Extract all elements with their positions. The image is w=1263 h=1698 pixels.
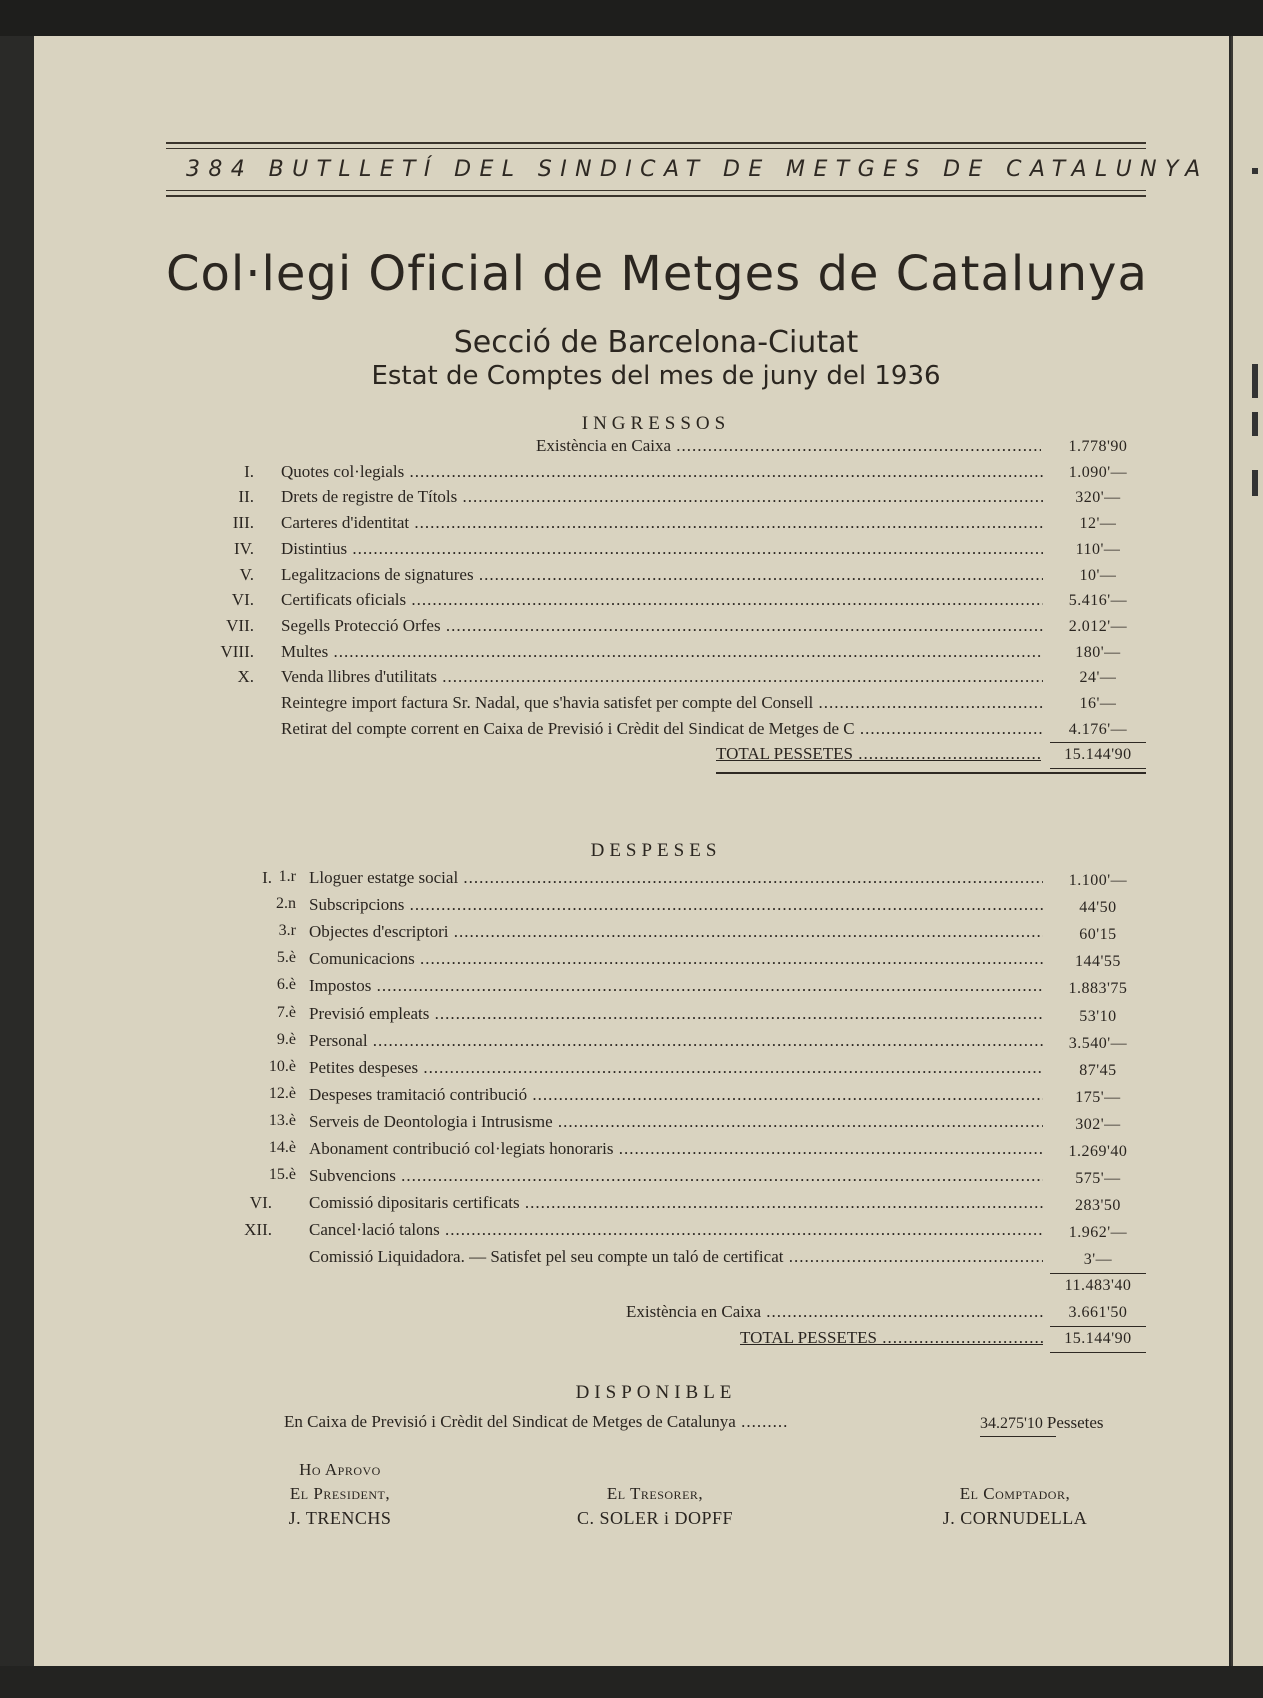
disponible-amount-block — [980, 1413, 1146, 1433]
despeses-item-number: 2.n — [276, 895, 296, 912]
despeses-group-number: XII. — [244, 1220, 272, 1239]
ingressos-item-amount: 2.012'— — [1068, 618, 1128, 635]
despeses-item-number: 10.è — [268, 1058, 296, 1075]
despeses-closing-rule — [1050, 1326, 1146, 1327]
despeses-item-label: Subscripcions ..... — [309, 895, 1043, 915]
despeses-item-number: 1.r — [278, 868, 296, 885]
despeses-item-number: 6.è — [276, 976, 296, 993]
despeses-item-amount: 44'50 — [1079, 899, 1117, 916]
ingressos-item-number: X. — [237, 667, 254, 686]
despeses-sum-rule — [1050, 1273, 1146, 1274]
despeses-item-number: 7.è — [276, 1004, 296, 1021]
despeses-item-label: Impostos ..... — [309, 976, 1043, 996]
ingressos-item-label: Legalitzacions de signatures ..... — [281, 565, 1043, 585]
president-name: J. TRENCHS — [288, 1508, 392, 1528]
despeses-item-label: Cancel·lació talons ..... — [309, 1220, 1043, 1240]
despeses-item-label: Despeses tramitació contribució ..... — [309, 1085, 1043, 1105]
ingressos-total-label: TOTAL PESSETES ..... — [716, 744, 1041, 764]
ingressos-item-amount: 12'— — [1079, 515, 1117, 532]
despeses-item-number: 3.r — [278, 922, 296, 939]
signature-president — [250, 1458, 430, 1530]
ingressos-total-amount: 15.144'90 — [1064, 746, 1132, 763]
despeses-group-number: VI. — [249, 1193, 272, 1212]
disponible-label-text: En Caixa de Previsió i Crèdit del Sindicat de Metges de Catalunya — [284, 1412, 736, 1431]
ingressos-item-label: Distintius ..... — [281, 539, 1043, 559]
despeses-total-rule — [1050, 1352, 1146, 1353]
despeses-item-amount: 175'— — [1075, 1089, 1121, 1106]
page-subtitle-period: Estat de Comptes del mes de juny del 1936 — [371, 361, 941, 391]
despeses-item-label: Previsió empleats ..... — [309, 1004, 1043, 1024]
running-head: 384 BUTLLETÍ DEL SINDICAT DE METGES DE CATALUNYA — [186, 157, 1209, 182]
ingressos-total-rule — [1050, 768, 1146, 769]
despeses-item-amount: 3'— — [1083, 1251, 1113, 1268]
ingressos-item-number: IV. — [234, 539, 254, 558]
page-subtitle: Secció de Barcelona-Ciutat — [453, 325, 859, 360]
page-title: Col·legi Oficial de Metges de Catalunya — [166, 246, 1148, 302]
despeses-item-label: Petites despeses ..... — [309, 1058, 1043, 1078]
despeses-total-label: TOTAL PESSETES ..... — [740, 1328, 1043, 1348]
ingressos-item-amount: 110'— — [1075, 541, 1121, 558]
ingressos-opening-label: Existència en Caixa ..... — [536, 436, 1041, 456]
despeses-item-label: Objectes d'escriptori ..... — [309, 922, 1043, 942]
despeses-item-number: 13.è — [268, 1112, 296, 1129]
section-heading-despeses: DESPESES — [590, 840, 722, 861]
treasurer-name: C. SOLER i DOPFF — [576, 1508, 734, 1528]
ingressos-item-label: Carteres d'identitat ..... — [281, 513, 1043, 533]
despeses-item-number: 15.è — [268, 1166, 296, 1183]
despeses-item-amount: 575'— — [1075, 1170, 1121, 1187]
despeses-item-number: 14.è — [268, 1139, 296, 1156]
disponible-underline — [980, 1436, 1056, 1437]
disponible-label: En Caixa de Previsió i Crèdit del Sindicat de Metges de Catalunya ......... — [284, 1412, 789, 1431]
ingressos-item-label: Quotes col·legials ..... — [281, 462, 1043, 482]
despeses-item-label: Personal ..... — [309, 1031, 1043, 1051]
ingressos-item-amount: 24'— — [1079, 669, 1117, 686]
despeses-item-label: Serveis de Deontologia i Intrusisme ..... — [309, 1112, 1043, 1132]
ingressos-item-amount: 180'— — [1075, 644, 1121, 661]
ingressos-item-label: Certificats oficials ..... — [281, 590, 1043, 610]
ingressos-total-double-rule — [716, 772, 1146, 774]
ingressos-item-label: Venda llibres d'utilitats ..... — [281, 667, 1043, 687]
approve-label: Ho Aprovo — [299, 1460, 381, 1479]
despeses-item-amount: 1.269'40 — [1068, 1143, 1128, 1160]
despeses-closing-label: Existència en Caixa ..... — [626, 1302, 1043, 1322]
despeses-item-label: Abonament contribució col·legiats honoraris ..... — [309, 1139, 1043, 1159]
ingressos-item-number: VII. — [226, 616, 254, 635]
despeses-item-amount: 1.883'75 — [1068, 980, 1128, 997]
despeses-item-amount: 1.962'— — [1068, 1224, 1128, 1241]
despeses-item-label: Comissió dipositaris certificats ..... — [309, 1193, 1043, 1213]
signature-treasurer — [550, 1482, 760, 1530]
ingressos-item-number: V. — [239, 565, 254, 584]
disponible-amount: 34.275'10 — [980, 1415, 1043, 1432]
ingressos-item-number: VI. — [231, 590, 254, 609]
despeses-item-label: Comunicacions ..... — [309, 949, 1043, 969]
ingressos-item-label: Multes ..... — [281, 642, 1043, 662]
despeses-item-amount: 87'45 — [1079, 1062, 1117, 1079]
president-title: El President, — [289, 1484, 391, 1503]
despeses-total-amount: 15.144'90 — [1064, 1330, 1132, 1347]
ingressos-opening-amount: 1.778'90 — [1068, 438, 1128, 455]
despeses-item-label: Lloguer estatge social ..... — [309, 868, 1043, 888]
ingressos-item-label: Drets de registre de Títols ..... — [281, 487, 1043, 507]
ingressos-item-number: II. — [238, 487, 254, 506]
despeses-subtotal: 11.483'40 — [1064, 1277, 1132, 1294]
section-heading-disponible: DISPONIBLE — [575, 1382, 737, 1403]
ingressos-item-amount: 16'— — [1079, 695, 1117, 712]
despeses-closing-amount: 3.661'50 — [1068, 1304, 1128, 1321]
adjacent-page-mark — [1252, 364, 1258, 398]
despeses-item-label: Subvencions ..... — [309, 1166, 1043, 1186]
comptroller-name: J. CORNUDELLA — [942, 1508, 1088, 1528]
disponible-unit: Pessetes — [1046, 1413, 1104, 1432]
despeses-item-number: 12.è — [268, 1085, 296, 1102]
despeses-group-number: I. — [262, 868, 272, 887]
header-rule-bottom-thin — [166, 190, 1146, 191]
despeses-item-number: 5.è — [276, 949, 296, 966]
section-heading-ingressos: INGRESSOS — [581, 413, 731, 434]
ingressos-sum-rule — [1050, 742, 1146, 743]
adjacent-page-edge — [1231, 36, 1263, 1666]
adjacent-page-mark — [1252, 168, 1258, 174]
despeses-item-amount: 283'50 — [1075, 1197, 1121, 1214]
adjacent-page-mark — [1252, 412, 1258, 436]
signature-comptroller — [915, 1482, 1115, 1530]
adjacent-page-mark — [1252, 470, 1258, 496]
ingressos-item-amount: 10'— — [1079, 567, 1117, 584]
ingressos-item-label: Segells Protecció Orfes ..... — [281, 616, 1043, 636]
comptroller-title: El Comptador, — [959, 1484, 1071, 1503]
header-rule-top-thin — [166, 148, 1146, 149]
scan-border-bottom — [0, 1666, 1263, 1698]
ingressos-item-amount: 5.416'— — [1068, 592, 1128, 609]
despeses-item-amount: 53'10 — [1079, 1008, 1117, 1025]
treasurer-title: El Tresorer, — [606, 1484, 704, 1503]
ingressos-item-number: VIII. — [220, 642, 254, 661]
ingressos-item-number: III. — [232, 513, 254, 532]
ingressos-item-amount: 1.090'— — [1068, 464, 1128, 481]
scan-border-top — [0, 0, 1263, 36]
ingressos-item-label: Reintegre import factura Sr. Nadal, que s'havia satisfet per compte del Consell ..... — [281, 693, 1043, 713]
ingressos-item-amount: 4.176'— — [1068, 721, 1128, 738]
header-rule-top — [166, 142, 1146, 144]
despeses-item-amount: 144'55 — [1075, 953, 1121, 970]
despeses-item-amount: 3.540'— — [1068, 1035, 1128, 1052]
despeses-item-label: Comissió Liquidadora. — Satisfet pel seu compte un taló de certificat ..... — [309, 1247, 1043, 1267]
despeses-item-amount: 302'— — [1075, 1116, 1121, 1133]
despeses-item-number: 9.è — [276, 1031, 296, 1048]
despeses-item-amount: 1.100'— — [1068, 872, 1128, 889]
despeses-item-amount: 60'15 — [1079, 926, 1117, 943]
header-rule-bottom — [166, 195, 1146, 197]
ingressos-item-number: I. — [244, 462, 254, 481]
ingressos-item-label: Retirat del compte corrent en Caixa de Previsió i Crèdit del Sindicat de Metges de C ..... — [281, 719, 1043, 739]
ingressos-item-amount: 320'— — [1075, 489, 1121, 506]
